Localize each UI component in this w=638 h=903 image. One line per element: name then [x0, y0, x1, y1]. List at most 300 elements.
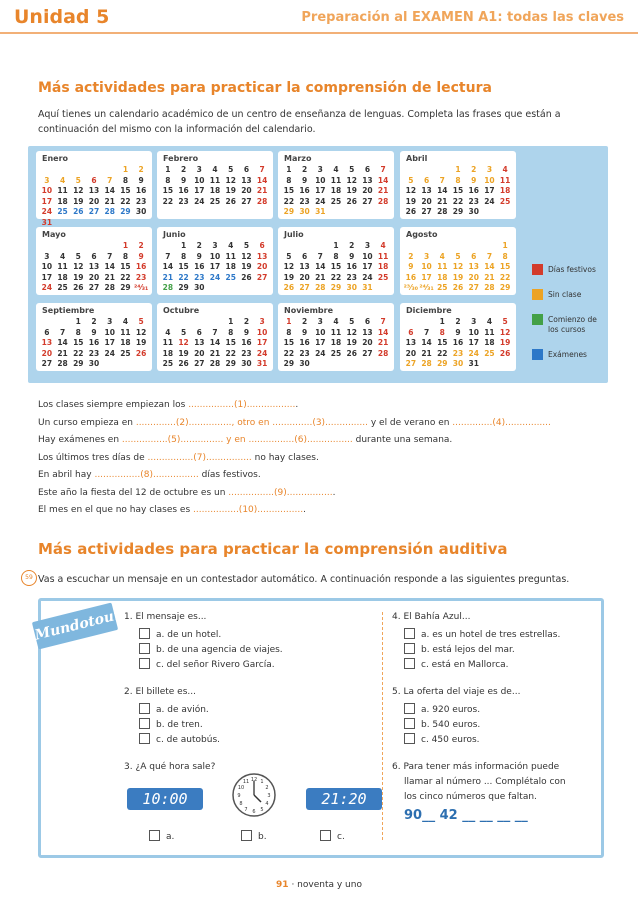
calendar-day: 14 — [104, 186, 115, 195]
calendar-day: 7 — [317, 251, 323, 261]
calendar-day: 28 — [437, 207, 448, 216]
q3-option-b[interactable]: b. — [241, 830, 267, 842]
checkbox[interactable] — [404, 643, 415, 654]
month-name: Mayo — [42, 230, 66, 239]
answer-blank[interactable]: ................(1)................. — [188, 400, 296, 410]
calendar-day: 6 — [408, 327, 414, 337]
answer-blank[interactable]: ................(7)................ — [147, 452, 252, 463]
checkbox[interactable] — [404, 718, 415, 729]
calendar-day: 4 — [333, 165, 339, 174]
calendar-day: 6 — [196, 327, 202, 337]
legend-swatch — [532, 314, 543, 325]
calendar-day: 12 — [135, 327, 147, 337]
month-name: Enero — [42, 154, 69, 163]
calendar-day: 27 — [241, 196, 252, 206]
calendar-day: 8 — [75, 327, 81, 337]
calendar-day: 25 — [377, 272, 389, 282]
calendar-day: 8 — [455, 175, 461, 185]
calendar-day: 24 — [41, 283, 53, 292]
fill-in-sentence — [38, 453, 319, 463]
calendar-day: 17 — [315, 338, 326, 347]
empty-day-cell — [160, 241, 176, 252]
calendar-day: 6 — [259, 241, 265, 250]
calendar-day: 22 — [120, 272, 131, 282]
day-grid — [39, 165, 149, 228]
calendar-day: 1 — [455, 165, 461, 174]
calendar-day: 11 — [162, 338, 174, 347]
calendar-day: 9 — [243, 327, 250, 337]
question-6-line-1: 6. Para tener más información puede — [392, 762, 560, 772]
calendar-day: 4 — [122, 317, 129, 326]
calendar-day: 8 — [333, 251, 339, 261]
sentence-text: Este año la fiesta del 12 de octubre es un — [38, 487, 229, 498]
calendar-day: 29 — [283, 207, 295, 216]
q5-option-b[interactable]: b. 540 euros. — [404, 718, 480, 730]
q1-option-c[interactable]: c. del señor Rivero García. — [139, 658, 275, 670]
calendar-day: 7 — [107, 251, 113, 261]
calendar-day: 31 — [468, 359, 479, 368]
calendar-day: 29 — [225, 359, 236, 368]
calendar-day: 18 — [120, 338, 131, 347]
column-divider — [382, 612, 383, 840]
calendar-day: 4 — [59, 251, 66, 261]
calendar-day: 20 — [421, 196, 432, 206]
answer-blank[interactable]: ..............(4)................ — [452, 417, 551, 428]
calendar-day: 28 — [377, 196, 389, 206]
empty-day-cell — [39, 241, 55, 252]
calendar-day: 26 — [241, 272, 252, 282]
calendar-day: 26 — [283, 283, 295, 292]
calendar-day: 16 — [299, 186, 310, 195]
calendar-day: 7 — [380, 165, 386, 174]
month-junio — [157, 227, 273, 295]
day-grid — [160, 241, 270, 294]
calendar-day: 27 — [405, 359, 417, 368]
calendar-day: 24 — [484, 196, 495, 206]
calendar-day: 1 — [502, 241, 508, 250]
sentence-text: En abril hay — [38, 470, 95, 480]
calendar-day: 1 — [165, 165, 171, 174]
audio-track-icon[interactable]: 59 — [21, 570, 37, 586]
academic-calendar — [28, 146, 608, 383]
calendar-day: 26 — [346, 348, 357, 358]
day-grid — [281, 317, 391, 370]
calendar-day: 5 — [502, 317, 508, 326]
calendar-day: 23 — [135, 272, 147, 282]
calendar-day: 25 — [120, 348, 131, 358]
month-name: Abril — [406, 154, 428, 163]
calendar-day: 17 — [315, 186, 326, 195]
empty-day-cell — [419, 317, 435, 328]
calendar-day: 2 — [138, 165, 144, 174]
calendar-day: 23 — [88, 348, 100, 358]
calendar-day: 17 — [104, 338, 115, 347]
calendar-day: 23 — [194, 272, 205, 282]
checkbox[interactable] — [320, 830, 331, 841]
empty-day-cell — [39, 317, 55, 328]
calendar-day: 3 — [44, 175, 50, 185]
calendar-day: 23 — [452, 348, 464, 358]
checkbox[interactable] — [404, 658, 415, 669]
calendar-day: 12 — [73, 186, 84, 195]
calendar-day: 15 — [162, 186, 174, 195]
sentence-text: Hay exámenes en — [38, 435, 122, 445]
calendar-day: 26 — [178, 359, 189, 368]
svg-text:12: 12 — [250, 777, 258, 783]
fill-in-sentence — [38, 505, 306, 515]
answer-blank[interactable]: ..............(2)..............., otro en ..............(3)............... — [135, 417, 368, 428]
calendar-day: 19 — [135, 338, 147, 347]
calendar-day: 17 — [41, 272, 53, 282]
calendar-day: 16 — [452, 338, 464, 347]
calendar-day: 18 — [377, 262, 389, 271]
calendar-day: 3 — [486, 165, 493, 174]
calendar-day: 3 — [317, 165, 323, 174]
empty-day-cell — [176, 317, 192, 328]
calendar-day: 16 — [241, 338, 252, 347]
calendar-day: 17 — [256, 338, 268, 347]
q3-option-c[interactable]: c. — [320, 830, 345, 842]
reading-section-title: Más actividades para practicar la comprensión de lectura — [38, 80, 492, 96]
checkbox[interactable] — [404, 628, 415, 639]
calendar-day: 19 — [452, 272, 464, 282]
calendar-day: 21 — [57, 348, 68, 358]
calendar-day: 8 — [180, 251, 187, 261]
calendar-day: 11 — [330, 327, 342, 337]
calendar-day: 24 — [209, 272, 221, 282]
sentence-text: Los clases siempre empiezan los — [38, 400, 189, 410]
calendar-day: 1 — [122, 241, 129, 250]
calendar-day: 5 — [180, 327, 187, 337]
calendar-day: 10 — [315, 327, 326, 337]
calendar-day: 30 — [194, 283, 205, 292]
checkbox[interactable] — [139, 718, 150, 729]
svg-text:4: 4 — [265, 801, 269, 807]
calendar-day: 6 — [301, 251, 308, 261]
calendar-day: 28 — [315, 283, 326, 292]
calendar-day: ²⁴⁄₃₁ — [133, 283, 149, 292]
calendar-day: 31 — [256, 359, 268, 368]
fill-in-sentence — [38, 470, 261, 480]
month-septiembre — [36, 303, 152, 371]
empty-day-cell — [55, 317, 71, 328]
calendar-day: 13 — [88, 186, 100, 195]
calendar-day: 30 — [241, 359, 252, 368]
calendar-day: 12 — [283, 262, 295, 271]
q3-option-a[interactable]: a. — [149, 830, 174, 842]
month-agosto — [400, 227, 516, 295]
calendar-day: 20 — [194, 348, 205, 358]
calendar-day: 2 — [243, 317, 250, 326]
calendar-day: 21 — [104, 196, 115, 206]
checkbox[interactable] — [139, 628, 150, 639]
calendar-day: 3 — [259, 317, 265, 326]
answer-blank[interactable]: ................(5)............... y en ................(6)................ — [121, 435, 353, 445]
sentence-text: no hay clases. — [251, 452, 319, 463]
answer-blank[interactable]: ................(10)................ — [193, 505, 304, 515]
q1-option-a[interactable]: a. de un hotel. — [139, 628, 221, 640]
calendar-day: 16 — [135, 262, 147, 271]
empty-day-cell — [102, 241, 118, 252]
calendar-day: 25 — [57, 283, 68, 292]
calendar-day: 27 — [468, 283, 479, 292]
calendar-day: 20 — [405, 348, 417, 358]
q5-option-c[interactable]: c. 450 euros. — [404, 733, 480, 745]
calendar-day: 13 — [299, 262, 310, 271]
calendar-day: 11 — [225, 251, 236, 261]
calendar-day: 18 — [57, 196, 68, 206]
calendar-day: 9 — [408, 262, 414, 271]
q4-option-b[interactable]: b. está lejos del mar. — [404, 643, 515, 655]
empty-day-cell — [450, 241, 466, 252]
calendar-day: 18 — [499, 186, 511, 195]
calendar-day: 8 — [286, 327, 292, 337]
month-name: Febrero — [163, 154, 199, 163]
question-6-line-3: los cinco números que faltan. — [404, 792, 537, 802]
calendar-day: 13 — [88, 262, 100, 271]
calendar-day: 6 — [423, 175, 430, 185]
phone-number-input[interactable]: 90__ 42 __ __ __ __ — [404, 808, 528, 823]
question-6-line-2: llamar al número ... Complétalo con — [404, 777, 566, 787]
calendar-day: 20 — [41, 348, 53, 358]
calendar-day: 28 — [256, 196, 268, 206]
calendar-day: 18 — [330, 186, 342, 195]
calendar-day: 4 — [165, 327, 171, 337]
calendar-day: 15 — [120, 186, 131, 195]
month-noviembre — [278, 303, 394, 371]
calendar-day: 5 — [408, 175, 414, 185]
checkbox[interactable] — [404, 733, 415, 744]
calendar-day: 2 — [301, 165, 308, 174]
calendar-day: 10 — [209, 251, 221, 261]
q2-option-a[interactable]: a. de avión. — [139, 703, 209, 715]
sentence-text: durante una semana. — [352, 435, 453, 445]
calendar-day: 19 — [225, 186, 236, 195]
checkbox[interactable] — [404, 703, 415, 714]
calendar-day: 17 — [421, 272, 432, 282]
calendar-day: 28 — [104, 207, 115, 216]
calendar-day: 20 — [256, 262, 268, 271]
calendar-day: 9 — [91, 327, 97, 337]
answer-blank[interactable]: ................(9)................ — [228, 487, 333, 498]
calendar-day: 1 — [228, 317, 234, 326]
calendar-day: 4 — [486, 317, 493, 326]
empty-day-cell — [70, 241, 86, 252]
calendar-day: 18 — [437, 272, 448, 282]
calendar-day: 31 — [41, 217, 53, 227]
q2-option-b[interactable]: b. de tren. — [139, 718, 203, 730]
answer-blank[interactable]: ................(8)................ — [94, 470, 199, 480]
calendar-day: 23 — [299, 348, 310, 358]
page-footer — [0, 880, 638, 890]
calendar-day: 6 — [364, 165, 371, 174]
calendar-day: 25 — [484, 348, 495, 358]
calendar-day: 9 — [301, 327, 308, 337]
calendar-day: 12 — [241, 251, 252, 261]
calendar-day: 21 — [256, 186, 268, 195]
calendar-day: 24 — [362, 272, 373, 282]
calendar-day: 5 — [349, 165, 355, 174]
calendar-day: 3 — [196, 165, 202, 174]
calendar-day: 6 — [91, 175, 97, 185]
day-grid — [39, 241, 149, 294]
calendar-day: 14 — [162, 262, 174, 271]
calendar-day: 4 — [212, 165, 218, 174]
empty-day-cell — [419, 241, 435, 252]
svg-text:7: 7 — [244, 807, 248, 813]
calendar-day: 28 — [162, 283, 174, 292]
calendar-day: 11 — [437, 262, 448, 271]
calendar-day: 1 — [75, 317, 81, 326]
calendar-day: 18 — [162, 348, 174, 358]
calendar-day: 9 — [471, 175, 477, 185]
calendar-day: 27 — [421, 207, 432, 216]
q2-option-c[interactable]: c. de autobús. — [139, 733, 220, 745]
calendar-day: 4 — [333, 317, 339, 326]
month-febrero — [157, 151, 273, 219]
checkbox[interactable] — [241, 830, 252, 841]
calendar-day: 14 — [377, 175, 389, 185]
listening-intro: Vas a escuchar un mensaje en un contestador automático. A continuación responde a las siguientes preguntas. — [38, 574, 570, 585]
question-3: 3. ¿A qué hora sale? — [124, 762, 216, 772]
calendar-day: 6 — [243, 165, 250, 174]
calendar-day: 30 — [299, 207, 310, 216]
calendar-day: 21 — [437, 196, 448, 206]
calendar-day: 3 — [317, 317, 323, 326]
svg-text:10: 10 — [237, 785, 245, 791]
calendar-day: 19 — [178, 348, 189, 358]
calendar-day: 27 — [88, 283, 100, 292]
calendar-day: 19 — [346, 338, 357, 347]
svg-text:1: 1 — [260, 779, 264, 785]
calendar-day: 22 — [330, 272, 342, 282]
calendar-day: 27 — [299, 283, 310, 292]
calendar-day: 15 — [452, 186, 464, 195]
calendar-day: 12 — [452, 262, 464, 271]
calendar-day: 16 — [194, 262, 205, 271]
legend-swatch — [532, 349, 543, 360]
calendar-day: 13 — [256, 251, 268, 261]
calendar-day: 25 — [162, 359, 174, 368]
calendar-day: 18 — [484, 338, 495, 347]
calendar-day: 24 — [315, 196, 326, 206]
checkbox[interactable] — [139, 643, 150, 654]
q4-option-c[interactable]: c. está en Mallorca. — [404, 658, 509, 670]
calendar-day: 20 — [88, 272, 100, 282]
calendar-day: 5 — [349, 317, 355, 326]
calendar-day: 29 — [499, 283, 511, 292]
calendar-day: 26 — [135, 348, 147, 358]
calendar-day: 15 — [178, 262, 189, 271]
calendar-day: 9 — [301, 175, 308, 185]
calendar-day: 17 — [194, 186, 205, 195]
calendar-day: 25 — [437, 283, 448, 292]
calendar-day: 9 — [196, 251, 202, 261]
calendar-day: 9 — [138, 251, 144, 261]
calendar-day: 28 — [377, 348, 389, 358]
calendar-day: 10 — [468, 327, 479, 337]
calendar-day: 25 — [57, 207, 68, 216]
calendar-day: 8 — [122, 251, 129, 261]
calendar-day: 28 — [104, 283, 115, 292]
calendar-day: 29 — [283, 359, 295, 368]
checkbox[interactable] — [139, 703, 150, 714]
calendar-day: 7 — [212, 327, 218, 337]
exam-header: Preparación al EXAMEN A1: todas las claves — [301, 10, 624, 25]
calendar-day: 24 — [256, 348, 268, 358]
q4-option-a[interactable]: a. es un hotel de tres estrellas. — [404, 628, 560, 640]
empty-day-cell — [191, 317, 207, 328]
calendar-day: 16 — [88, 338, 100, 347]
empty-day-cell — [403, 241, 419, 252]
svg-text:8: 8 — [239, 801, 243, 807]
calendar-day: 16 — [299, 338, 310, 347]
calendar-day: 14 — [57, 338, 68, 347]
empty-day-cell — [482, 241, 498, 252]
calendar-day: 23 — [299, 196, 310, 206]
checkbox[interactable] — [139, 658, 150, 669]
question-2: 2. El billete es... — [124, 687, 196, 697]
calendar-day: 22 — [499, 272, 511, 282]
empty-day-cell — [434, 165, 450, 176]
calendar-day: 2 — [301, 317, 308, 326]
calendar-day: 2 — [349, 241, 355, 250]
calendar-day: 27 — [256, 272, 268, 282]
calendar-day: 15 — [499, 262, 511, 271]
calendar-day: 3 — [44, 251, 50, 261]
checkbox[interactable] — [139, 733, 150, 744]
sentence-text: . — [295, 400, 299, 410]
month-name: Agosto — [406, 230, 438, 239]
calendar-day: 7 — [380, 317, 386, 326]
calendar-day: 15 — [73, 338, 84, 347]
calendar-day: 14 — [377, 327, 389, 337]
calendar-day: 19 — [405, 196, 417, 206]
calendar-day: 1 — [439, 317, 445, 326]
q5-option-a[interactable]: a. 920 euros. — [404, 703, 480, 715]
checkbox[interactable] — [149, 830, 160, 841]
calendar-day: 3 — [107, 317, 113, 326]
digital-clock-a: 10:00 — [127, 788, 203, 810]
calendar-day: 13 — [468, 262, 479, 271]
calendar-day: 11 — [120, 327, 131, 337]
sentence-text: y el de verano en — [367, 417, 453, 428]
calendar-day: 28 — [57, 359, 68, 368]
q1-option-b[interactable]: b. de una agencia de viajes. — [139, 643, 283, 655]
legend-label: Sin clase — [548, 290, 582, 299]
calendar-day: 4 — [439, 251, 445, 261]
calendar-day: 13 — [241, 175, 252, 185]
calendar-day: 15 — [283, 186, 295, 195]
calendar-day: 11 — [57, 186, 68, 195]
svg-text:2: 2 — [265, 785, 269, 791]
calendar-day: 14 — [209, 338, 221, 347]
calendar-day: 26 — [73, 207, 84, 216]
calendar-day: 7 — [59, 327, 66, 337]
calendar-day: 21 — [421, 348, 432, 358]
calendar-day: 2 — [180, 165, 187, 174]
calendar-day: 30 — [452, 359, 464, 368]
day-grid — [160, 317, 270, 370]
calendar-day: 11 — [209, 175, 221, 185]
calendar-day: 6 — [471, 251, 477, 261]
question-5: 5. La oferta del viaje es de... — [392, 687, 521, 697]
calendar-day: 10 — [484, 175, 495, 185]
month-name: Marzo — [284, 154, 312, 163]
calendar-day: 14 — [421, 338, 432, 347]
empty-day-cell — [207, 317, 223, 328]
calendar-day: 30 — [135, 207, 147, 216]
